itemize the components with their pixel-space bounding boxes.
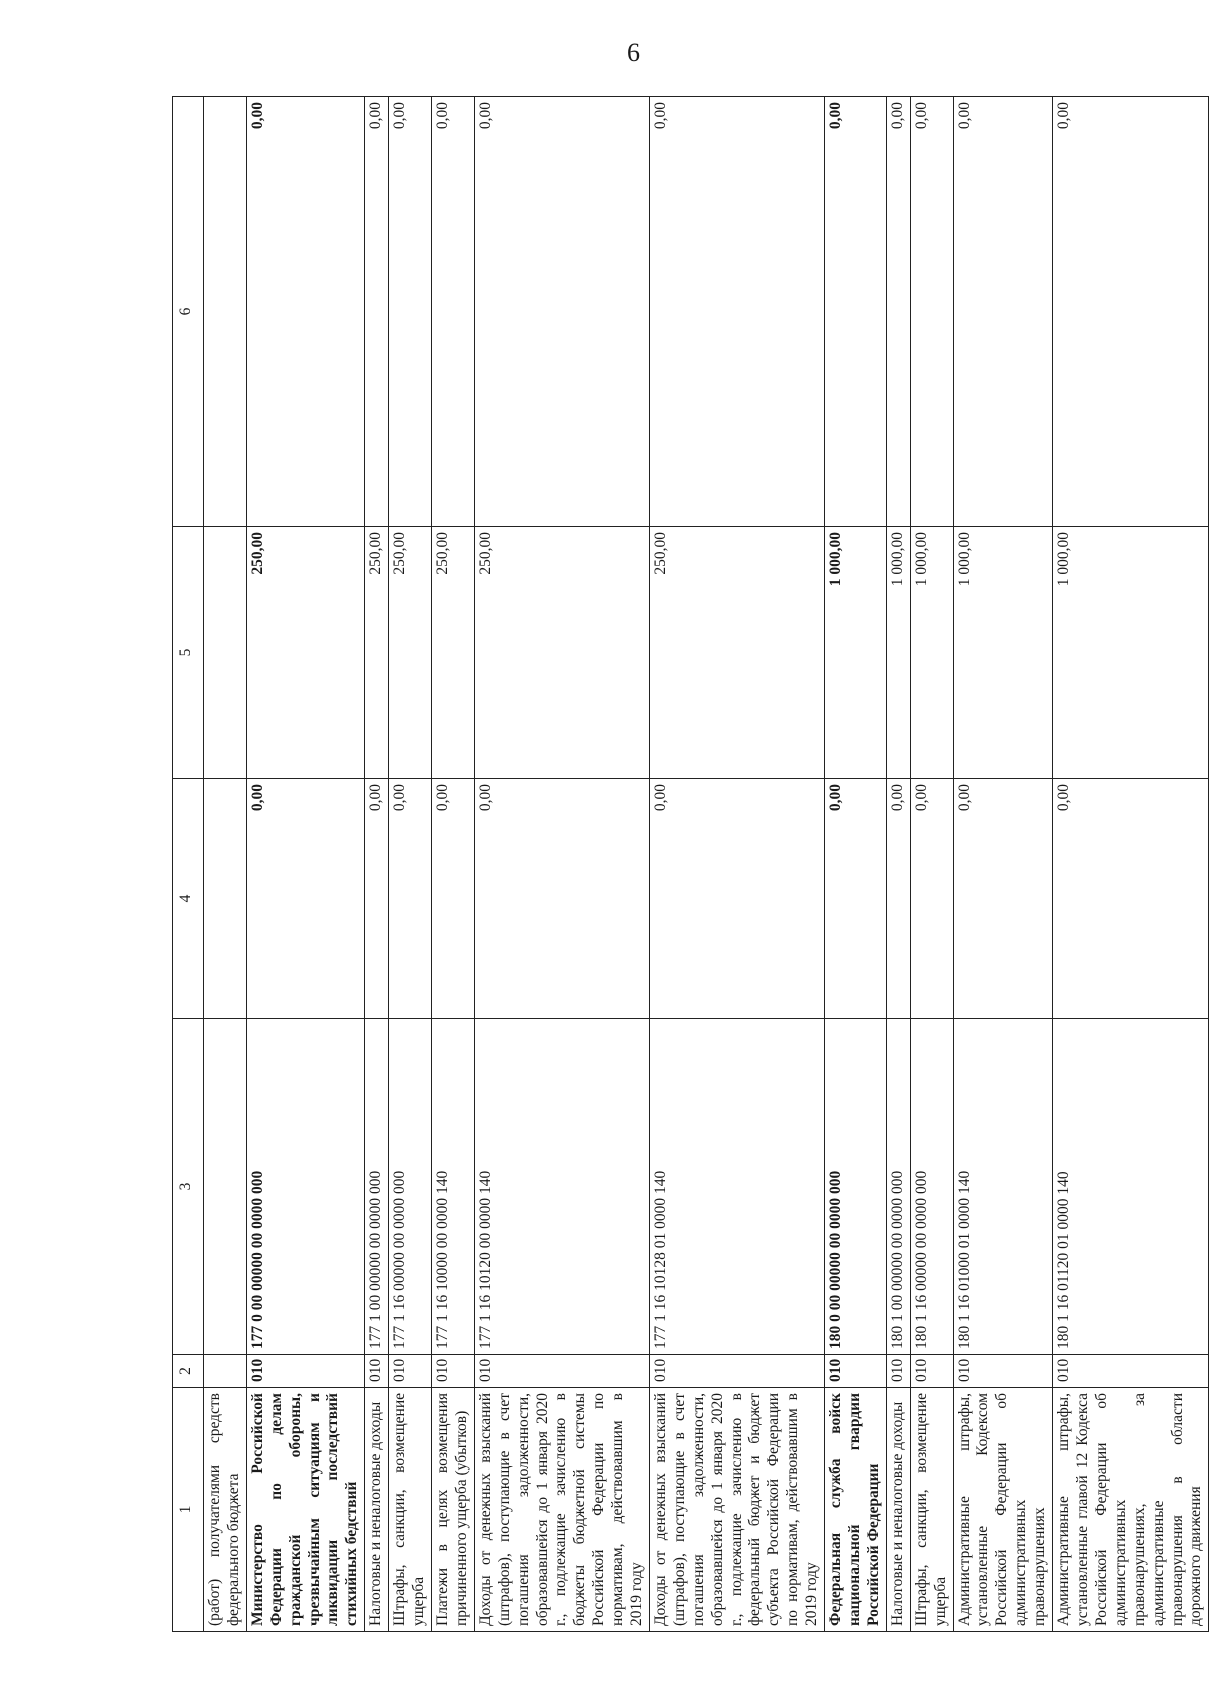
table-row [474,97,649,1632]
revenue-table [172,96,1209,1632]
row-value-col6: 0,00 [246,97,364,527]
column-header: 2 [173,1355,204,1388]
row-value-col5 [204,527,247,779]
row-value-col6: 0,00 [389,97,432,527]
row-description: Административные штрафы, установленные главой 12 Кодекса Российской Федерации об административных правонарушениях, за административные правонарушения в области дорожного движения [1053,1388,1209,1632]
row-description: Платежи в целях возмещения причиненного ущерба (убытков) [431,1388,474,1632]
row-value-col6 [204,97,247,527]
row-budget-classification-code [204,1019,247,1355]
row-value-col4: 0,00 [246,779,364,1019]
row-code: 010 [1053,1355,1209,1388]
row-description: Налоговые и неналоговые доходы [365,1388,389,1632]
row-budget-classification-code: 180 0 00 00000 00 0000 000 [825,1019,887,1355]
table-row [365,97,389,1632]
row-budget-classification-code: 180 1 16 00000 00 0000 000 [910,1019,953,1355]
table-row [389,97,432,1632]
row-value-col5: 1 000,00 [910,527,953,779]
row-value-col6: 0,00 [910,97,953,527]
row-description: Доходы от денежных взысканий (штрафов), поступающие в счет погашения задолженности, образовавшейся до 1 января 2020 г., подлежащие зачислению в федеральный бюджет и бюджет субъекта Российской Федерации по нормативам, действовавшим в 2019 году [649,1388,824,1632]
row-value-col4: 0,00 [953,779,1053,1019]
column-header: 6 [173,97,204,527]
row-value-col6: 0,00 [1053,97,1209,527]
row-description: Штрафы, санкции, возмещение ущерба [389,1388,432,1632]
row-value-col4: 0,00 [886,779,910,1019]
table-row [953,97,1053,1632]
column-header: 4 [173,779,204,1019]
table-row [1053,97,1209,1632]
column-header: 1 [173,1388,204,1632]
page-number: 6 [627,38,640,67]
row-budget-classification-code: 177 1 16 00000 00 0000 000 [389,1019,432,1355]
row-value-col5: 1 000,00 [1053,527,1209,779]
table-row [910,97,953,1632]
column-header: 5 [173,527,204,779]
table-body [204,97,1209,1632]
row-code: 010 [825,1355,887,1388]
table-row [649,97,824,1632]
row-description: Налоговые и неналоговые доходы [886,1388,910,1632]
table-row [431,97,474,1632]
row-description: Федеральная служба войск национальной гвардии Российской Федерации [825,1388,887,1632]
row-budget-classification-code: 177 1 16 10128 01 0000 140 [649,1019,824,1355]
row-value-col5: 250,00 [431,527,474,779]
row-value-col4: 0,00 [1053,779,1209,1019]
rotated-table-container [172,97,1205,1632]
row-value-col4 [204,779,247,1019]
row-value-col4: 0,00 [825,779,887,1019]
table-row [825,97,887,1632]
row-code: 010 [431,1355,474,1388]
row-value-col5: 1 000,00 [886,527,910,779]
row-code [204,1355,247,1388]
row-budget-classification-code: 177 0 00 00000 00 0000 000 [246,1019,364,1355]
row-value-col4: 0,00 [389,779,432,1019]
row-description: (работ) получателями средств федерального бюджета [204,1388,247,1632]
row-description: Министерство Российской Федерации по делам гражданской обороны, чрезвычайным ситуациям и ликвидации последствий стихийных бедствий [246,1388,364,1632]
row-budget-classification-code: 177 1 00 00000 00 0000 000 [365,1019,389,1355]
row-value-col6: 0,00 [431,97,474,527]
row-value-col6: 0,00 [649,97,824,527]
row-value-col4: 0,00 [649,779,824,1019]
row-description: Доходы от денежных взысканий (штрафов), поступающие в счет погашения задолженности, образовавшейся до 1 января 2020 г., подлежащие зачислению в бюджеты бюджетной системы Российской Федерации по нормативам, действовавшим в 2019 году [474,1388,649,1632]
row-value-col4: 0,00 [474,779,649,1019]
row-value-col5: 250,00 [246,527,364,779]
table-row [886,97,910,1632]
row-value-col4: 0,00 [365,779,389,1019]
row-value-col5: 250,00 [389,527,432,779]
row-budget-classification-code: 180 1 16 01000 01 0000 140 [953,1019,1053,1355]
row-description: Штрафы, санкции, возмещение ущерба [910,1388,953,1632]
row-budget-classification-code: 177 1 16 10120 00 0000 140 [474,1019,649,1355]
row-code: 010 [365,1355,389,1388]
row-value-col5: 250,00 [365,527,389,779]
row-value-col6: 0,00 [886,97,910,527]
row-code: 010 [389,1355,432,1388]
row-budget-classification-code: 180 1 00 00000 00 0000 000 [886,1019,910,1355]
row-value-col5: 250,00 [474,527,649,779]
row-value-col5: 1 000,00 [953,527,1053,779]
header-row [173,97,204,1632]
row-value-col6: 0,00 [365,97,389,527]
row-value-col6: 0,00 [474,97,649,527]
table-row [246,97,364,1632]
row-value-col4: 0,00 [910,779,953,1019]
row-budget-classification-code: 180 1 16 01120 01 0000 140 [1053,1019,1209,1355]
row-value-col5: 1 000,00 [825,527,887,779]
row-value-col6: 0,00 [825,97,887,527]
row-code: 010 [246,1355,364,1388]
row-code: 010 [910,1355,953,1388]
row-code: 010 [474,1355,649,1388]
row-code: 010 [886,1355,910,1388]
row-code: 010 [649,1355,824,1388]
row-budget-classification-code: 177 1 16 10000 00 0000 140 [431,1019,474,1355]
row-description: Административные штрафы, установленные Кодексом Российской Федерации об административных правонарушениях [953,1388,1053,1632]
row-value-col5: 250,00 [649,527,824,779]
row-value-col4: 0,00 [431,779,474,1019]
column-header: 3 [173,1019,204,1355]
table-row [204,97,247,1632]
row-code: 010 [953,1355,1053,1388]
row-value-col6: 0,00 [953,97,1053,527]
